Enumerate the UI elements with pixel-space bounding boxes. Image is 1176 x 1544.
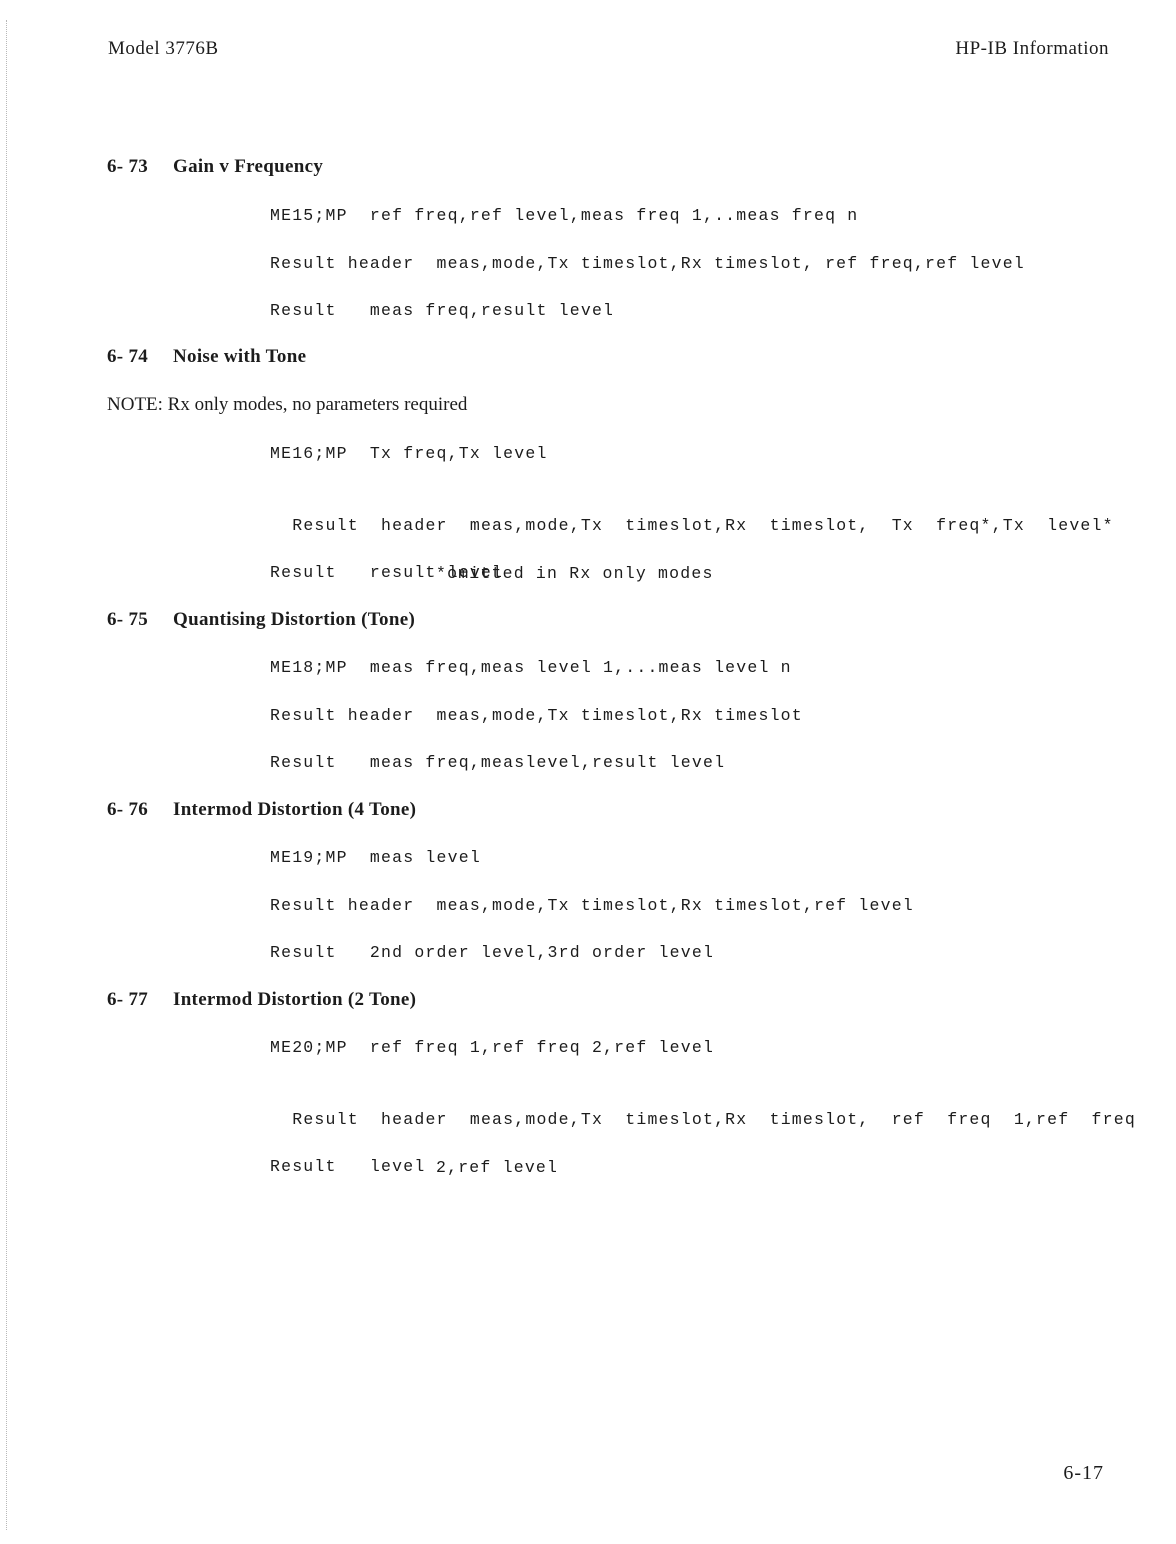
section-title-6-75 [107,609,415,631]
result-header-syntax: Result header meas,mode,Tx timeslot,Rx timeslot, ref freq,ref level [270,254,1025,273]
result-header-line-1: Result header meas,mode,Tx timeslot,Rx timeslot, Tx freq*,Tx level* [292,516,1114,535]
section-number: 6- 75 [107,609,149,630]
section-title-6-73 [107,156,323,178]
section-number: 6- 74 [107,346,149,367]
command-syntax: ME20;MP ref freq 1,ref freq 2,ref level [270,1038,715,1057]
result-header-syntax: Result header meas,mode,Tx timeslot,Rx timeslot [270,706,803,725]
section-title-6-76 [107,799,416,821]
result-header-syntax [270,1084,1136,1204]
result-header-line-1: Result header meas,mode,Tx timeslot,Rx timeslot, ref freq 1,ref freq [292,1110,1136,1129]
header-section-title: HP-IB Information [955,38,1109,59]
section-number: 6- 77 [107,989,149,1010]
section-number: 6- 73 [107,156,149,177]
header-model: Model 3776B [108,38,219,59]
result-header-line-2: *omitted in Rx only modes [436,564,714,583]
result-header-syntax [270,490,1114,610]
section-title-6-77 [107,989,416,1011]
binding-edge-marks [6,20,7,1530]
section-heading: Quantising Distortion (Tone) [173,609,416,630]
command-syntax: ME15;MP ref freq,ref level,meas freq 1,..meas freq n [270,206,859,225]
result-header-line-2: 2,ref level [436,1158,559,1177]
note-text: NOTE: Rx only modes, no parameters required [107,394,468,415]
section-heading: Gain v Frequency [173,156,324,177]
result-header-syntax: Result header meas,mode,Tx timeslot,Rx timeslot,ref level [270,896,914,915]
result-syntax: Result meas freq,measlevel,result level [270,753,726,772]
section-heading: Intermod Distortion (2 Tone) [173,989,417,1010]
result-syntax: Result level [270,1157,426,1176]
command-syntax: ME16;MP Tx freq,Tx level [270,444,548,463]
section-title-6-74 [107,346,306,368]
result-syntax: Result 2nd order level,3rd order level [270,943,715,962]
section-number: 6- 76 [107,799,149,820]
section-heading: Noise with Tone [173,346,307,367]
page-number: 6-17 [1063,1462,1104,1484]
result-syntax: Result result level [270,563,504,582]
command-syntax: ME18;MP meas freq,meas level 1,...meas level n [270,658,792,677]
section-heading: Intermod Distortion (4 Tone) [173,799,417,820]
command-syntax: ME19;MP meas level [270,848,481,867]
result-syntax: Result meas freq,result level [270,301,615,320]
